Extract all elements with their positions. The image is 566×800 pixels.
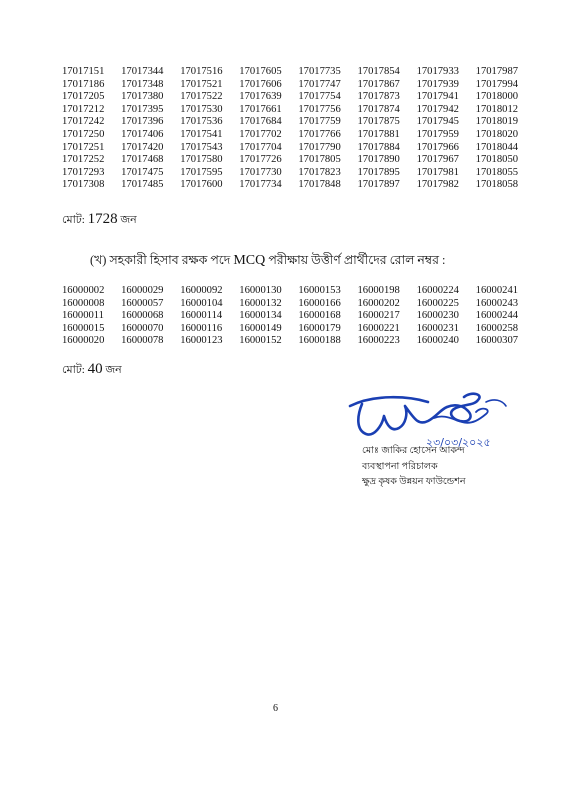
roll-number: 17018019 [475,116,519,128]
roll-number: 17017684 [239,116,282,128]
signatory-organization: ক্ষুদ্র কৃষক উন্নয়ন ফাউন্ডেশন [362,477,466,487]
roll-number: 16000223 [357,335,400,347]
roll-number: 17017348 [121,78,164,90]
roll-number: 16000134 [239,310,282,322]
roll-number: 17017873 [357,91,400,103]
roll-number: 16000225 [416,297,459,309]
roll-number: 16000020 [62,335,105,347]
roll-number: 17017994 [475,78,519,90]
roll-number: 16000231 [416,322,459,334]
roll-number: 17017536 [180,116,223,128]
roll-number: 17017982 [416,179,459,191]
roll-number: 17017848 [298,179,341,191]
roll-number: 17017344 [121,66,164,77]
roll-number: 17017790 [298,141,341,153]
total-value: 40 [87,361,103,377]
roll-number: 16000217 [357,310,400,322]
roll-number: 16000241 [475,285,519,296]
roll-number: 17017747 [298,78,341,90]
roll-number: 17017521 [180,78,223,90]
signatory-name: মোঃ জাকির হোসেন আকন্দ [362,446,465,456]
roll-number: 16000168 [298,310,341,322]
roll-number: 17017759 [298,116,341,128]
roll-number: 17017308 [62,179,105,191]
roll-number: 17017854 [357,66,400,77]
roll-number: 16000152 [239,335,282,347]
total-label: মোট: [62,364,85,376]
signatory-designation: ব্যবস্থাপনা পরিচালক [362,461,438,472]
roll-number: 17017380 [121,91,164,103]
roll-number: 16000166 [298,297,341,309]
roll-number: 17017420 [121,141,164,153]
roll-number: 16000221 [357,322,400,334]
signature-date: ২৩/০৩/২০২৫ [426,436,491,449]
roll-number: 17017734 [239,179,282,191]
roll-number: 17017251 [62,141,105,153]
roll-number: 17017543 [180,141,223,153]
roll-number: 16000104 [180,297,223,309]
roll-number: 16000244 [475,310,519,322]
roll-number: 17017895 [357,166,400,178]
handwritten-signature [336,388,536,450]
roll-number: 17017941 [416,91,459,103]
roll-number: 17017933 [416,66,459,77]
signatory-block [362,444,466,491]
roll-number: 16000258 [475,322,519,334]
roll-number: 17017881 [357,128,400,140]
roll-number: 17017639 [239,91,282,103]
total-label: মোট: [62,214,85,226]
section-b-heading [90,252,445,272]
roll-number: 17017875 [357,116,400,128]
roll-grid-section-a [62,66,535,192]
roll-number: 16000057 [121,297,164,309]
roll-number: 17017766 [298,128,341,140]
roll-number: 17017250 [62,128,105,140]
roll-number: 17017890 [357,154,400,166]
roll-number: 17017530 [180,103,223,115]
roll-number: 16000202 [357,297,400,309]
roll-number: 17017805 [298,154,341,166]
roll-number: 17017396 [121,116,164,128]
roll-number: 16000092 [180,285,223,296]
roll-number: 16000198 [357,285,400,296]
roll-number: 17017395 [121,103,164,115]
roll-number: 17017661 [239,103,282,115]
roll-number: 16000008 [62,297,105,309]
roll-number: 16000230 [416,310,459,322]
section-b-total [62,361,122,380]
roll-number: 17017981 [416,166,459,178]
roll-number: 17017205 [62,91,105,103]
roll-number: 17017580 [180,154,223,166]
roll-number: 17017967 [416,154,459,166]
roll-number: 17018058 [475,179,519,191]
roll-number: 17017212 [62,103,105,115]
roll-number: 16000224 [416,285,459,296]
roll-number: 17017475 [121,166,164,178]
roll-number: 17017186 [62,78,105,90]
roll-number: 17017884 [357,141,400,153]
roll-number: 16000078 [121,335,164,347]
roll-number: 16000068 [121,310,164,322]
roll-number: 17017942 [416,103,459,115]
roll-number: 16000002 [62,285,105,296]
roll-number: 16000029 [121,285,164,296]
roll-number: 17017756 [298,103,341,115]
roll-number: 17017242 [62,116,105,128]
heading-suffix: পরীক্ষায় উত্তীর্ণ প্রার্থীদের রোল নম্বর : [268,253,446,267]
roll-number: 16000011 [62,310,104,322]
roll-number: 17017252 [62,154,105,166]
roll-number: 17017541 [180,128,223,140]
roll-number: 16000243 [475,297,519,309]
roll-number: 17017874 [357,103,400,115]
roll-number: 17018044 [475,141,519,153]
roll-number: 17017754 [298,91,341,103]
roll-number: 16000123 [180,335,223,347]
roll-number: 16000070 [121,322,164,334]
roll-number: 17018055 [475,166,519,178]
roll-number: 17017293 [62,166,105,178]
roll-number: 17017702 [239,128,282,140]
roll-grid-section-b [62,285,535,348]
roll-number: 17017406 [121,128,164,140]
total-unit: জন [105,364,122,376]
roll-number: 16000149 [239,322,282,334]
roll-number: 16000307 [475,335,519,347]
roll-number: 17017867 [357,78,400,90]
roll-number: 17017823 [298,166,341,178]
total-value: 1728 [87,211,118,227]
roll-number: 17017595 [180,166,223,178]
roll-number: 17017735 [298,66,341,77]
section-a-total [62,211,137,230]
roll-number: 17017959 [416,128,459,140]
total-unit: জন [120,214,137,226]
page-number: 6 [273,703,278,714]
roll-number: 17017522 [180,91,223,103]
roll-number: 16000188 [298,335,341,347]
roll-number: 16000116 [180,322,223,334]
roll-number: 17018050 [475,154,519,166]
roll-number: 17017600 [180,179,223,191]
roll-number: 17017730 [239,166,282,178]
roll-number: 17018000 [475,91,519,103]
roll-number: 16000179 [298,322,341,334]
roll-number: 16000114 [180,310,223,322]
heading-prefix: (খ) সহকারী হিসাব রক্ষক পদে [90,253,231,267]
roll-number: 17017966 [416,141,459,153]
roll-number: 17017485 [121,179,164,191]
roll-number: 17017468 [121,154,164,166]
roll-number: 17017726 [239,154,282,166]
roll-number: 17017516 [180,66,223,77]
roll-number: 17017939 [416,78,459,90]
roll-number: 17017987 [475,66,519,77]
roll-number: 16000132 [239,297,282,309]
roll-number: 17017605 [239,66,282,77]
roll-number: 17017151 [62,66,105,77]
roll-number: 16000153 [298,285,341,296]
roll-number: 16000015 [62,322,105,334]
roll-number: 17018020 [475,128,519,140]
roll-number: 17018012 [475,103,519,115]
roll-number: 17017704 [239,141,282,153]
roll-number: 17017897 [357,179,400,191]
roll-number: 16000240 [416,335,459,347]
roll-number: 17017945 [416,116,459,128]
roll-number: 16000130 [239,285,282,296]
heading-latin: MCQ [233,253,266,268]
roll-number: 17017606 [239,78,282,90]
